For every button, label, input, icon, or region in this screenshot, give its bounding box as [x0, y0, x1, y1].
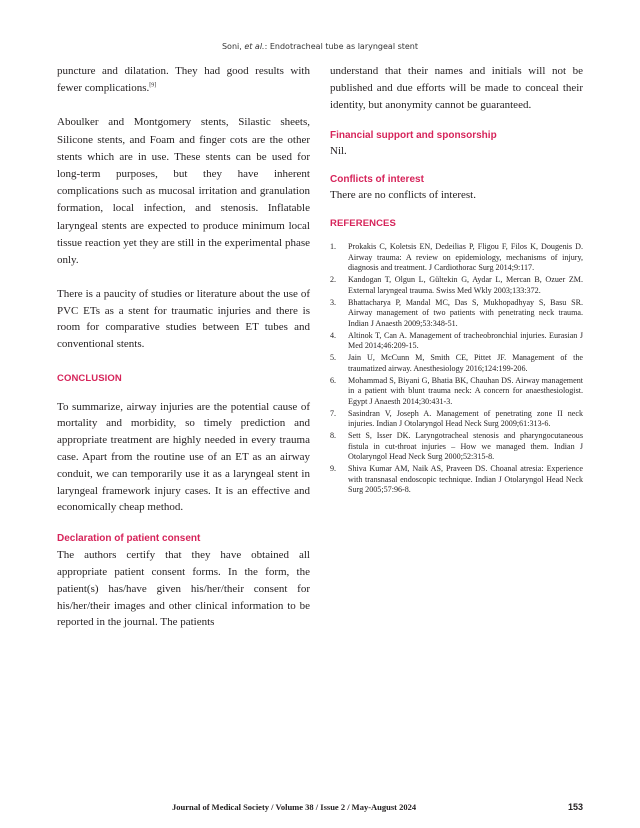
reference-item [330, 431, 583, 463]
paragraph-conclusion: To summarize, airway injuries are the potential cause of mortality and morbidity, so timely prediction and appropriate treatment are highly needed in every trauma case. Apart from the routine use of an ET as an airway conduit, we can temporarily use it as a laryngeal stent in laryngeal framework injury cases. It is an effective and economically cheap method. [57, 400, 310, 514]
running-head [0, 42, 640, 51]
funding-heading: Financial support and sponsorship [330, 129, 497, 141]
reference-text: Mohammad S, Biyani G, Bhatia BK, Chauhan DS. Airway management in a patient with blunt trauma neck: A concern for anaesthesiologist. Egypt J Anaesth 2014;30:431-3. [348, 375, 583, 406]
conclusion-heading: CONCLUSION [57, 372, 122, 384]
reference-text: Sasindran V, Joseph A. Management of penetrating zone II neck injuries. Indian J Otolaryngol Head Neck Surg 2009;61:313-6. [348, 408, 583, 429]
reference-text: Bhattacharya P, Mandal MC, Das S, Mukhopadhyay S, Basu SR. Airway management of two patients with penetrating neck trauma. Indian J Anaesth 2009;53:348-51. [348, 297, 583, 328]
conflicts-heading: Conflicts of interest [330, 173, 424, 185]
reference-text: Prokakis C, Koletsis EN, Dedeilias P, Fligou F, Filos K, Dougenis D. Airway trauma: A review on epidemiology, mechanisms of injury, diagnosis and treatment. J Cardiothorac Surg 2014;9:117. [348, 242, 583, 273]
running-head-etal: et al. [244, 42, 265, 51]
paragraph-paucity: There is a paucity of studies or literature about the use of PVC ETs as a stent for traumatic injuries and there is room for comparative studies between ET tubes and conventional stents. [57, 288, 310, 351]
consent-heading: Declaration of patient consent [57, 533, 201, 545]
footer-journal: Journal of Medical Society / Volume 38 / Issue 2 / May-August 2024 [172, 802, 417, 812]
reference-item [330, 464, 583, 496]
paragraph-dilatation [57, 63, 310, 97]
reference-number: 5. [330, 353, 337, 363]
citation-9: [9] [149, 82, 157, 89]
paragraph-consent: The authors certify that they have obtained all appropriate patient consent forms. In the form, the patient(s) has/have given his/her/their consent for his/her/their images and other clinical information to be reported in the journal. The patients [57, 549, 310, 629]
reference-item [330, 353, 583, 374]
references-heading: REFERENCES [330, 218, 396, 230]
left-column [57, 63, 310, 631]
reference-number: 4. [330, 330, 337, 340]
reference-number: 1. [330, 242, 337, 252]
paragraph-anonymity: understand that their names and initials will not be published and due efforts will be made to conceal their identity, but anonymity cannot be guaranteed. [330, 65, 583, 112]
paragraph-stents: Aboulker and Montgomery stents, Silastic sheets, Silicone stents, and Foam and finger cots are the other stents which are in use. These stents can be used for long-term purposes, but they have inherent complications such as mucosal irritation and granulation formation, local infection, and stenosis. Inflatable laryngeal stents are expected to produce minimum local tissue reaction yet they are still in the experimental phase only. [57, 116, 310, 267]
right-column [330, 63, 583, 497]
reference-text: Shiva Kumar AM, Naik AS, Praveen DS. Choanal atresia: Experience with transnasal endoscopic technique. Indian J Otolaryngol Head Neck Surg 2005;57:96-8. [348, 464, 583, 495]
reference-item [330, 298, 583, 330]
running-head-author: Soni, [221, 42, 245, 51]
running-head-title: : Endotracheal tube as laryngeal stent [264, 42, 419, 51]
reference-number: 2. [330, 275, 337, 285]
reference-text: Altinok T, Can A. Management of tracheobronchial injuries. Eurasian J Med 2014;46:209-15. [348, 330, 583, 351]
reference-item [330, 275, 583, 296]
reference-item [330, 409, 583, 430]
page-number: 153 [567, 802, 583, 812]
conflicts-text: There are no conflicts of interest. [330, 188, 476, 201]
reference-item [330, 331, 583, 352]
reference-list [330, 242, 583, 496]
reference-text: Sett S, Isser DK. Laryngotracheal stenosis and pharyngocutaneous fistula in cut-throat injuries – How we managed them. Indian J Otolaryngol Head Neck Surg 2000;52:315-8. [348, 431, 583, 462]
paragraph-dilatation-text: puncture and dilatation. They had good results with fewer complications. [57, 65, 310, 95]
reference-text: Jain U, McCunn M, Smith CE, Pittet JF. Management of the traumatized airway. Anesthesiology 2016;124:199-206. [348, 353, 583, 373]
reference-number: 8. [330, 431, 337, 441]
reference-number: 6. [330, 375, 337, 385]
reference-number: 9. [330, 464, 337, 474]
reference-item [330, 242, 583, 274]
reference-text: Kandogan T, Olgun L, Gültekin G, Aydar L, Mercan B, Ozuer ZM. External laryngeal trauma. Swiss Med Wkly 2003;133:372. [348, 275, 583, 295]
reference-number: 7. [330, 408, 337, 418]
reference-item [330, 376, 583, 408]
reference-number: 3. [330, 297, 337, 307]
funding-text: Nil. [330, 144, 347, 157]
